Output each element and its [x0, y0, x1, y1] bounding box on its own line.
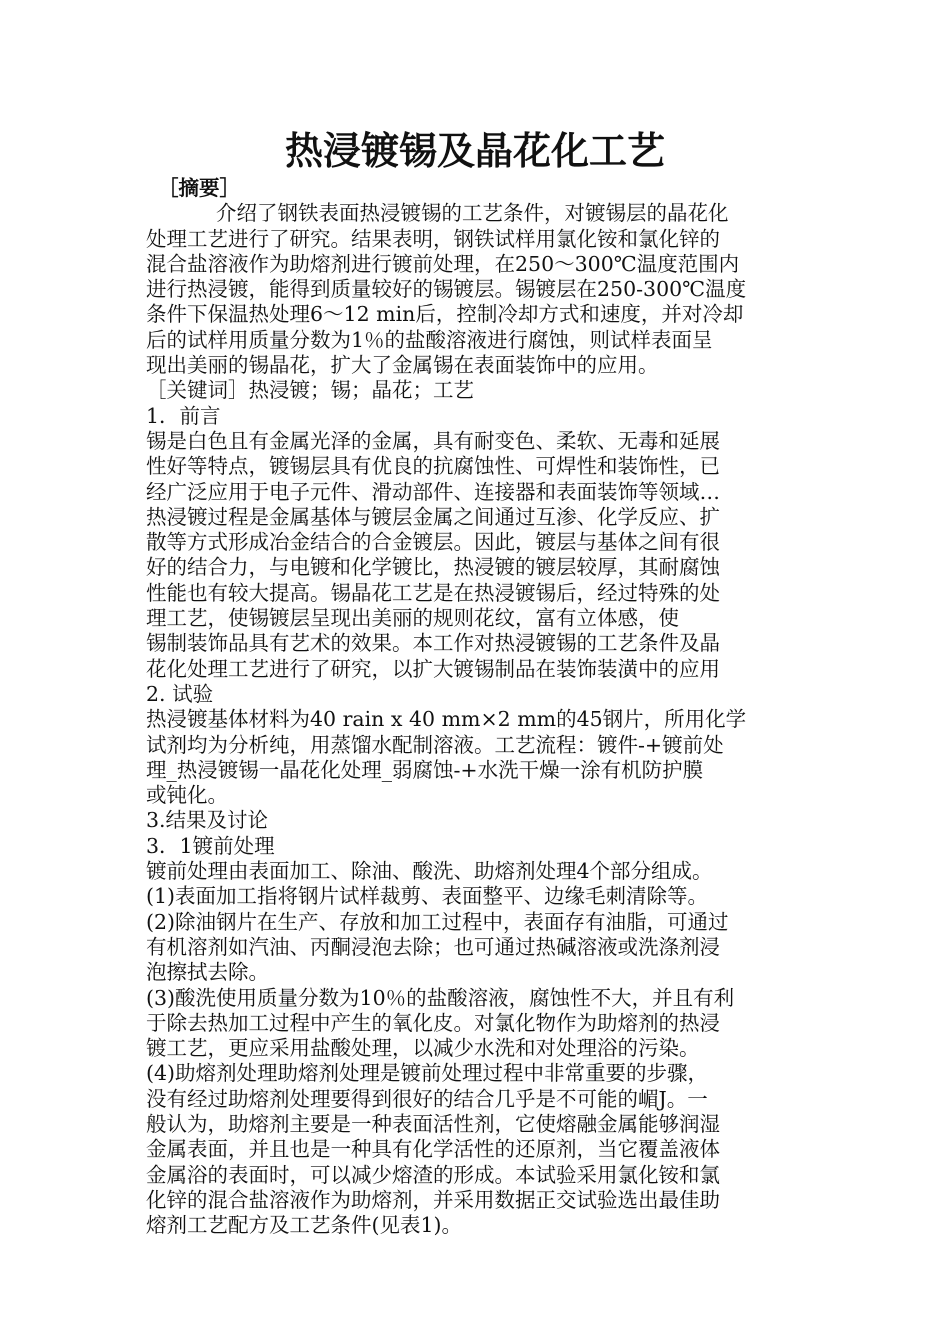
text-line: 镀前处理由表面加工、除油、酸洗、助熔剂处理4个部分组成。	[146, 859, 713, 884]
text-line: 理工艺，使锡镀层呈现出美丽的规则花纹，富有立体感，使	[146, 606, 679, 631]
text-line: 现出美丽的锡晶花，扩大了金属锡在表面装饰中的应用。	[146, 353, 659, 378]
text-line: 于除去热加工过程中产生的氧化皮。对氯化物作为助熔剂的热浸	[146, 1010, 720, 1035]
document-body	[146, 176, 811, 1238]
text-line: 锡制装饰品具有艺术的效果。本工作对热浸镀锡的工艺条件及晶	[146, 631, 720, 656]
text-line: 没有经过助熔剂处理要得到很好的结合几乎是不可能的嵋J。一	[146, 1086, 708, 1111]
text-line: 进行热浸镀，能得到质量较好的锡镀层。锡镀层在250-300℃温度	[146, 277, 747, 302]
text-line: 试剂均为分析纯，用蒸馏水配制溶液。工艺流程：镀件-+镀前处	[146, 732, 724, 757]
text-line: 热浸镀过程是金属基体与镀层金属之间通过互渗、化学反应、扩	[146, 504, 720, 529]
text-line: (4)助熔剂处理助熔剂处理是镀前处理过程中非常重要的步骤，	[146, 1061, 709, 1086]
text-line: (1)表面加工指将钢片试样裁剪、表面整平、边缘毛刺清除等。	[146, 884, 709, 909]
text-line: 化锌的混合盐溶液作为助熔剂，并采用数据正交试验选出最佳助	[146, 1187, 720, 1212]
text-line: 或钝化。	[146, 783, 228, 808]
text-line: 后的试样用质量分数为1％的盐酸溶液进行腐蚀，则试样表面呈	[146, 327, 713, 352]
section-heading: 3.结果及讨论	[146, 808, 269, 833]
text-line: 条件下保温热处理6～12 min后，控制冷却方式和速度，并对冷却	[146, 302, 744, 327]
text-line: 介绍了钢铁表面热浸镀锡的工艺条件，对镀锡层的晶花化	[216, 201, 729, 226]
text-line: (3)酸洗使用质量分数为10％的盐酸溶液，腐蚀性不大，并且有利	[146, 985, 735, 1010]
text-line: 混合盐溶液作为助熔剂进行镀前处理，在250～300℃温度范围内	[146, 251, 740, 276]
section-heading: 2. 试验	[146, 681, 214, 706]
text-line: 熔剂工艺配方及工艺条件(见表1)。	[146, 1213, 463, 1238]
text-line: 花化处理工艺进行了研究，以扩大镀锡制品在装饰装潢中的应用	[146, 656, 720, 681]
keywords-line: ［关键词］热浸镀；锡；晶花；工艺	[146, 378, 474, 403]
text-line: 理_热浸镀锡一晶花化处理_弱腐蚀-+水洗干燥一涂有机防护膜	[146, 757, 704, 782]
subsection-heading: 3．1镀前处理	[146, 833, 275, 858]
text-line: 散等方式形成冶金结合的合金镀层。因此，镀层与基体之间有很	[146, 530, 720, 555]
text-line: 锡是白色且有金属光泽的金属，具有耐变色、柔软、无毒和延展	[146, 428, 720, 453]
text-line: 性能也有较大提高。锡晶花工艺是在热浸镀锡后，经过特殊的处	[146, 580, 720, 605]
text-line: 好的结合力，与电镀和化学镀比，热浸镀的镀层较厚，其耐腐蚀	[146, 555, 720, 580]
text-line: 泡擦拭去除。	[146, 960, 269, 985]
text-line: 处理工艺进行了研究。结果表明，钢铁试样用氯化铵和氯化锌的	[146, 226, 720, 251]
text-line: 有机溶剂如汽油、丙酮浸泡去除；也可通过热碱溶液或洗涤剂浸	[146, 934, 720, 959]
section-heading: 1．前言	[146, 403, 221, 428]
text-line: 般认为，助熔剂主要是一种表面活性剂，它使熔融金属能够润湿	[146, 1111, 720, 1136]
document-title: 热浸镀锡及晶花化工艺	[284, 128, 665, 173]
text-line: 经广泛应用于电子元件、滑动部件、连接器和表面装饰等领域…	[146, 479, 720, 504]
text-line: 镀工艺，更应采用盐酸处理，以减少水洗和对处理浴的污染。	[146, 1036, 700, 1061]
text-line: (2)除油钢片在生产、存放和加工过程中，表面存有油脂，可通过	[146, 909, 729, 934]
text-line: 金属表面，并且也是一种具有化学活性的还原剂，当它覆盖液体	[146, 1137, 720, 1162]
text-line: 性好等特点，镀锡层具有优良的抗腐蚀性、可焊性和装饰性，已	[146, 454, 720, 479]
text-line: 金属浴的表面时，可以减少熔渣的形成。本试验采用氯化铵和氯	[146, 1162, 720, 1187]
abstract-heading: ［摘要］	[158, 176, 240, 200]
text-line: 热浸镀基体材料为40 rain x 40 mm×2 mm的45钢片，所用化学	[146, 707, 747, 732]
